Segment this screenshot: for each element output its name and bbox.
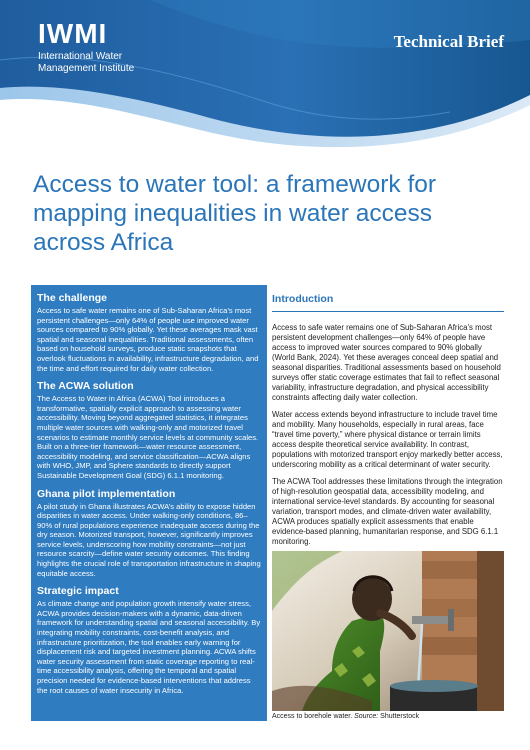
sidebar-text-impact: As climate change and population growth intensify water stress, ACWA provides decision-makers with a dynamic, data-driven framework for understanding spatial and seasonal accessibility. By integrating mobility constraints, cost-benefit analysis, and infrastructure prioritization, the tool enables early warning for displacement risk and targeted investment planning. ACWA shifts water security assessment from static coverage reporting to real-time accessibility analysis, offering the temporal and spatial precision needed for evidence-based interventions that address the root causes of water insecurity in Africa. (37, 599, 261, 695)
summary-sidebar (31, 285, 267, 721)
intro-heading: Introduction (272, 293, 334, 305)
photo-caption (272, 713, 419, 720)
page-title: Access to water tool: a framework for mapping inequalities in water access across Africa (33, 171, 437, 256)
intro-divider (272, 311, 504, 312)
intro-paragraph-3: The ACWA Tool addresses these limitations through the integration of high-resolution geospatial data, accessibility modeling, and international service-level standards. By accounting for seasonal variation, transport modes, and climate-driven water availability, ACWA produces spatially explicit assessments that enable evidence-based planning, humanitarian response, and SDG 6.1.1 monitoring. (272, 477, 503, 546)
caption-source-label: Source: (354, 713, 379, 720)
sidebar-heading-challenge: The challenge (37, 292, 108, 304)
iwmi-logo (38, 20, 134, 74)
photo-illustration (272, 551, 504, 711)
introduction-section (272, 285, 504, 554)
caption-source: Shutterstock (378, 713, 420, 720)
borehole-photo (272, 551, 504, 711)
org-name-line1: International Water (38, 51, 123, 62)
header-banner (0, 0, 530, 160)
sidebar-text-ghana: A pilot study in Ghana illustrates ACWA’s ability to expose hidden disparities in water access. Under walking-only conditions, 86–90% of rural populations experience inadequate access during the dry season. Motorized transport, however, significantly improves service levels, underscoring how mobility constraints—not just resource scarcity—define water security outcomes. This finding highlights the crucial role of transportation infrastructure in shaping equitable access. (37, 501, 261, 578)
intro-paragraph-1: Access to safe water remains one of Sub-Saharan Africa’s most persistent development challenges—only 64% of people have access to improved water sources compared to 90% globally (World Bank, 2024). Yet these averages conceal deep spatial and seasonal disparities. Traditional assessments based on household surveys offer static coverage estimates that fail to reflect seasonal variability, infrastructure degradation, and physical accessibility constraints affecting daily water collection. (272, 323, 501, 402)
sidebar-text-solution: The Access to Water in Africa (ACWA) Tool introduces a transformative, spatially explicit approach to assessing water accessibility. Moving beyond aggregated statistics, it integrates multiple water sources with walking-only and motorized travel scenarios to estimate monthly service levels at community scales. Built on a three-tier framework—water resource assessment, accessibility modeling, and service classification—ACWA aligns with WHO, JMP, and Sphere standards to directly support Sustainable Development Goal (SDG) 6.1.1 monitoring. (37, 394, 259, 480)
doc-type-label: Technical Brief (393, 32, 504, 51)
caption-main: Access to borehole water. (272, 713, 355, 720)
sidebar-heading-ghana: Ghana pilot implementation (37, 487, 176, 500)
logo-mark: IWMI (38, 18, 108, 49)
org-name (38, 51, 134, 74)
org-name-line2: Management Institute (38, 62, 135, 74)
sidebar-text-challenge: Access to safe water remains one of Sub-Saharan Africa’s most persistent challenges—only 64% of people use improved water sources compared to 90% globally. Yet these averages mask vast spatial and seasonal inequalities. Traditional assessments, often based on household surveys, produce static snapshots that overlook fluctuations in availability, infrastructure degradation, and the time and effort required for daily water collection. (37, 306, 259, 373)
sidebar-heading-solution: The ACWA solution (37, 380, 134, 393)
intro-paragraph-2: Water access extends beyond infrastructure to include travel time and mobility. Many households, especially in rural areas, face “travel time poverty,” where physical distance or terrain limits access despite theoretical service availability. In contrast, populations with motorized transport enjoy markedly better access, underscoring mobility as a critical determinant of water security. (272, 410, 503, 469)
sidebar-heading-impact: Strategic impact (37, 585, 119, 598)
